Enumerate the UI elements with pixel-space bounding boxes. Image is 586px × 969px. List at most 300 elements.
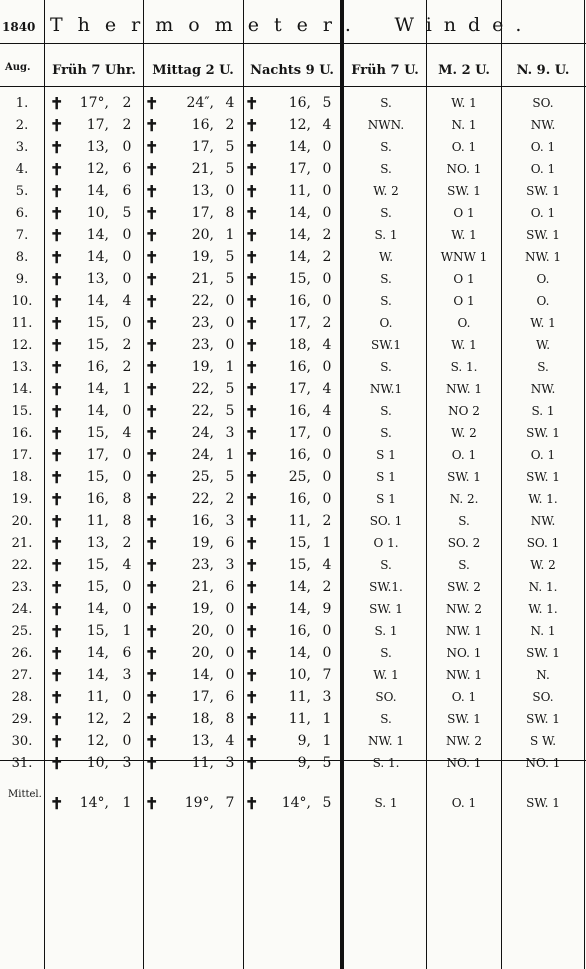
- plus-icon: ✝: [50, 116, 64, 135]
- plus-icon: ✝: [245, 292, 259, 311]
- table-row: [0, 708, 586, 731]
- morning-temp-tenth: 1: [122, 381, 132, 397]
- morning-wind: S.: [380, 404, 392, 418]
- noon-temp-tenth: 0: [225, 293, 235, 309]
- night-temp-whole: 17,: [288, 381, 311, 397]
- noon-wind: NW. 2: [446, 734, 482, 748]
- table-row: [0, 554, 586, 577]
- night-temp-tenth: 2: [322, 579, 332, 595]
- table-row: [0, 620, 586, 643]
- plus-icon: ✝: [245, 402, 259, 421]
- morning-temp-whole: 13,: [86, 139, 109, 155]
- noon-temp-tenth: 0: [225, 623, 235, 639]
- night-temp-whole: 16,: [288, 293, 311, 309]
- night-wind: SW. 1: [526, 646, 560, 660]
- night-temp-tenth: 4: [322, 337, 332, 353]
- night-temp-tenth: 0: [322, 139, 332, 155]
- day-number: 23.: [11, 580, 33, 595]
- noon-wind: N. 1: [451, 118, 477, 132]
- morning-temp-tenth: 0: [122, 601, 132, 617]
- table-row: [0, 356, 586, 379]
- plus-icon: ✝: [50, 688, 64, 707]
- night-wind: O.: [536, 294, 550, 308]
- header-rule-bottom: [0, 86, 586, 87]
- morning-wind: S.: [380, 712, 392, 726]
- plus-icon: ✝: [145, 226, 159, 245]
- plus-icon: ✝: [245, 116, 259, 135]
- night-wind: SW. 1: [526, 470, 560, 484]
- table-row: [0, 730, 586, 753]
- morning-wind: S. 1.: [372, 756, 400, 770]
- night-temp-tenth: 0: [322, 161, 332, 177]
- noon-temp-whole: 20,: [191, 227, 214, 243]
- noon-wind: NW. 1: [446, 668, 482, 682]
- night-temp-tenth: 0: [322, 205, 332, 221]
- morning-temp-whole: 17,: [86, 447, 109, 463]
- morning-temp-whole: 12,: [86, 733, 109, 749]
- plus-icon: ✝: [245, 138, 259, 157]
- table-row: [0, 532, 586, 555]
- plus-icon: ✝: [145, 754, 159, 773]
- plus-icon: ✝: [50, 490, 64, 509]
- plus-icon: ✝: [145, 468, 159, 487]
- morning-wind: O 1.: [373, 536, 399, 550]
- plus-icon: ✝: [145, 248, 159, 267]
- plus-icon: ✝: [145, 160, 159, 179]
- table-row: [0, 114, 586, 137]
- noon-temp-tenth: 5: [225, 139, 235, 155]
- night-temp-tenth: 0: [322, 623, 332, 639]
- table-row: [0, 510, 586, 533]
- noon-wind: SW. 1: [447, 712, 481, 726]
- morning-temp-whole: 16,: [86, 359, 109, 375]
- day-number: 25.: [11, 624, 33, 639]
- day-number: 10.: [11, 294, 33, 309]
- noon-wind: SW. 2: [447, 580, 481, 594]
- night-temp-whole: 14,: [288, 139, 311, 155]
- noon-temp-tenth: 4: [225, 733, 235, 749]
- plus-icon: ✝: [145, 116, 159, 135]
- morning-temp-whole: 15,: [86, 425, 109, 441]
- morning-temp-tenth: 2: [122, 337, 132, 353]
- morning-wind: S.: [380, 140, 392, 154]
- plus-icon: ✝: [145, 204, 159, 223]
- plus-icon: ✝: [245, 160, 259, 179]
- plus-icon: ✝: [245, 226, 259, 245]
- night-wind: SW. 1: [526, 712, 560, 726]
- header-rule-top: [0, 43, 586, 44]
- night-temp-whole: 16,: [288, 447, 311, 463]
- noon-wind: NW. 2: [446, 602, 482, 616]
- noon-temp-tenth: 3: [225, 425, 235, 441]
- morning-temp-whole: 17,: [86, 117, 109, 133]
- plus-icon: ✝: [145, 622, 159, 641]
- night-temp-whole: 11,: [288, 513, 311, 529]
- day-number: 20.: [11, 514, 33, 529]
- night-temp-whole: 10,: [288, 667, 311, 683]
- morning-wind: S 1: [376, 492, 396, 506]
- morning-temp-whole: 11,: [86, 689, 109, 705]
- plus-icon: ✝: [245, 556, 259, 575]
- night-temp-tenth: 4: [322, 381, 332, 397]
- noon-wind: SW. 1: [447, 184, 481, 198]
- plus-icon: ✝: [145, 402, 159, 421]
- plus-icon: ✝: [245, 600, 259, 619]
- night-wind: O.: [536, 272, 550, 286]
- noon-wind: O 1: [453, 294, 475, 308]
- noon-temp-whole: 16,: [191, 513, 214, 529]
- morning-temp-whole: 12,: [86, 711, 109, 727]
- night-wind: N. 1: [530, 624, 556, 638]
- morning-temp-tenth: 0: [122, 227, 132, 243]
- noon-temp-tenth: 8: [225, 711, 235, 727]
- morning-temp-tenth: 0: [122, 315, 132, 331]
- day-number: 15.: [11, 404, 33, 419]
- year-label: 1840: [2, 20, 36, 34]
- night-wind: O. 1: [530, 162, 556, 176]
- morning-wind: S 1: [376, 470, 396, 484]
- plus-icon: ✝: [145, 688, 159, 707]
- night-temp-tenth: 9: [322, 601, 332, 617]
- noon-temp-tenth: 0: [225, 315, 235, 331]
- mean-noon-wind: O. 1: [451, 796, 477, 810]
- noon-wind: S.: [458, 558, 470, 572]
- morning-temp-tenth: 2: [122, 359, 132, 375]
- noon-temp-tenth: 5: [225, 249, 235, 265]
- morning-temp-tenth: 0: [122, 469, 132, 485]
- noon-temp-tenth: 0: [225, 337, 235, 353]
- night-temp-whole: 14,: [288, 579, 311, 595]
- plus-icon: ✝: [245, 578, 259, 597]
- night-temp-whole: 14,: [288, 645, 311, 661]
- noon-temp-whole: 21,: [191, 271, 214, 287]
- night-temp-tenth: 5: [322, 95, 332, 111]
- noon-wind: NW. 1: [446, 624, 482, 638]
- morning-temp-tenth: 2: [122, 117, 132, 133]
- mean-night-wind: SW. 1: [526, 796, 560, 810]
- header-night-wind: N. 9. U.: [516, 63, 570, 78]
- plus-icon: ✝: [145, 578, 159, 597]
- noon-wind: O 1: [453, 272, 475, 286]
- noon-wind: O.: [457, 316, 471, 330]
- night-temp-whole: 9,: [297, 733, 311, 749]
- plus-icon: ✝: [245, 270, 259, 289]
- night-wind: W. 1: [530, 316, 556, 330]
- plus-icon: ✝: [145, 732, 159, 751]
- table-row: [0, 642, 586, 665]
- morning-temp-tenth: 4: [122, 557, 132, 573]
- morning-temp-tenth: 8: [122, 491, 132, 507]
- night-temp-whole: 16,: [288, 491, 311, 507]
- day-number: 4.: [15, 162, 29, 177]
- table-row: [0, 686, 586, 709]
- plus-icon: ✝: [50, 710, 64, 729]
- noon-temp-tenth: 5: [225, 381, 235, 397]
- night-temp-tenth: 2: [322, 315, 332, 331]
- plus-icon: ✝: [245, 446, 259, 465]
- noon-wind: NO. 1: [446, 162, 482, 176]
- night-wind: SW. 1: [526, 184, 560, 198]
- night-temp-whole: 14,: [288, 601, 311, 617]
- night-temp-whole: 16,: [288, 403, 311, 419]
- header-morning-wind: Früh 7 U.: [351, 63, 419, 78]
- noon-temp-whole: 21,: [191, 579, 214, 595]
- noon-wind: NW. 1: [446, 382, 482, 396]
- plus-icon: ✝: [50, 666, 64, 685]
- night-temp-tenth: 4: [322, 117, 332, 133]
- night-wind: O. 1: [530, 140, 556, 154]
- table-row: [0, 400, 586, 423]
- night-wind: SW. 1: [526, 228, 560, 242]
- night-temp-tenth: 0: [322, 469, 332, 485]
- plus-icon: ✝: [245, 314, 259, 333]
- night-temp-whole: 11,: [288, 183, 311, 199]
- morning-temp-whole: 15,: [86, 337, 109, 353]
- plus-icon: ✝: [245, 94, 259, 113]
- noon-temp-tenth: 1: [225, 359, 235, 375]
- plus-icon: ✝: [50, 600, 64, 619]
- morning-temp-tenth: 0: [122, 403, 132, 419]
- night-wind: S.: [537, 360, 549, 374]
- morning-wind: S.: [380, 646, 392, 660]
- plus-icon: ✝: [245, 732, 259, 751]
- noon-temp-whole: 24,: [191, 447, 214, 463]
- noon-temp-tenth: 2: [225, 491, 235, 507]
- day-number: 7.: [15, 228, 29, 243]
- morning-wind: O.: [379, 316, 393, 330]
- plus-icon: ✝: [245, 490, 259, 509]
- plus-icon: ✝: [245, 204, 259, 223]
- plus-icon: ✝: [245, 248, 259, 267]
- noon-wind: W. 1: [451, 338, 477, 352]
- noon-temp-whole: 19,: [191, 249, 214, 265]
- night-wind: NW.: [530, 118, 556, 132]
- night-temp-whole: 15,: [288, 271, 311, 287]
- noon-wind: N. 2.: [449, 492, 479, 506]
- night-temp-whole: 14,: [288, 227, 311, 243]
- night-wind: W.: [535, 338, 551, 352]
- morning-wind: W.: [378, 250, 394, 264]
- morning-temp-tenth: 6: [122, 161, 132, 177]
- plus-icon: ✝: [245, 336, 259, 355]
- morning-wind: S.: [380, 360, 392, 374]
- noon-temp-whole: 23,: [191, 557, 214, 573]
- night-temp-tenth: 0: [322, 425, 332, 441]
- morning-temp-whole: 17°,: [79, 95, 109, 111]
- night-temp-tenth: 0: [322, 491, 332, 507]
- night-temp-whole: 17,: [288, 161, 311, 177]
- plus-icon: ✝: [245, 754, 259, 773]
- plus-icon: ✝: [50, 402, 64, 421]
- morning-temp-whole: 15,: [86, 557, 109, 573]
- mean-morning-temp-whole: 14°,: [79, 795, 109, 811]
- day-number: 30.: [11, 734, 33, 749]
- night-wind: SO.: [532, 96, 554, 110]
- night-wind: SW. 1: [526, 426, 560, 440]
- noon-temp-tenth: 0: [225, 601, 235, 617]
- day-number: 31.: [11, 756, 33, 771]
- day-number: 3.: [15, 140, 29, 155]
- noon-temp-whole: 25,: [191, 469, 214, 485]
- table-row: [0, 92, 586, 115]
- noon-temp-whole: 20,: [191, 645, 214, 661]
- plus-icon: ✝: [145, 380, 159, 399]
- morning-temp-whole: 14,: [86, 183, 109, 199]
- night-temp-tenth: 7: [322, 667, 332, 683]
- night-temp-tenth: 0: [322, 645, 332, 661]
- noon-wind: O 1: [453, 206, 475, 220]
- morning-temp-tenth: 5: [122, 205, 132, 221]
- noon-temp-whole: 23,: [191, 315, 214, 331]
- night-wind: S W.: [529, 734, 557, 748]
- night-temp-tenth: 0: [322, 447, 332, 463]
- noon-wind: WNW 1: [440, 250, 488, 264]
- plus-icon: ✝: [245, 358, 259, 377]
- morning-temp-tenth: 0: [122, 271, 132, 287]
- plus-icon: ✝: [145, 512, 159, 531]
- night-temp-tenth: 1: [322, 711, 332, 727]
- night-wind: NW.: [530, 382, 556, 396]
- morning-wind: S.: [380, 294, 392, 308]
- plus-icon: ✝: [245, 182, 259, 201]
- table-row: [0, 378, 586, 401]
- noon-wind: O. 1: [451, 448, 477, 462]
- plus-icon: ✝: [50, 138, 64, 157]
- day-number: 27.: [11, 668, 33, 683]
- night-wind: O. 1: [530, 206, 556, 220]
- thermometer-title: Thermometer.: [50, 14, 366, 36]
- day-number: 2.: [15, 118, 29, 133]
- noon-wind: S. 1.: [450, 360, 478, 374]
- plus-icon: ✝: [50, 578, 64, 597]
- night-temp-tenth: 5: [322, 755, 332, 771]
- plus-icon: ✝: [145, 644, 159, 663]
- noon-temp-whole: 22,: [191, 293, 214, 309]
- header-morning-temp: Früh 7 Uhr.: [52, 63, 136, 78]
- morning-temp-whole: 14,: [86, 645, 109, 661]
- day-number: 16.: [11, 426, 33, 441]
- night-temp-whole: 9,: [297, 755, 311, 771]
- day-number: 29.: [11, 712, 33, 727]
- plus-icon: ✝: [50, 424, 64, 443]
- plus-icon: ✝: [145, 182, 159, 201]
- day-number: 14.: [11, 382, 33, 397]
- plus-icon: ✝: [145, 314, 159, 333]
- mean-noon-temp-whole: 19°,: [184, 795, 214, 811]
- day-number: 24.: [11, 602, 33, 617]
- plus-icon: ✝: [145, 292, 159, 311]
- night-wind: SO.: [532, 690, 554, 704]
- plus-icon: ✝: [245, 534, 259, 553]
- noon-temp-tenth: 3: [225, 513, 235, 529]
- day-number: 26.: [11, 646, 33, 661]
- morning-temp-whole: 13,: [86, 271, 109, 287]
- table-row: [0, 488, 586, 511]
- night-wind: NW.: [530, 514, 556, 528]
- plus-icon: ✝: [50, 754, 64, 773]
- plus-icon: ✝: [245, 424, 259, 443]
- morning-wind: SW.1: [371, 338, 401, 352]
- noon-temp-tenth: 0: [225, 183, 235, 199]
- plus-icon: ✝: [50, 160, 64, 179]
- morning-temp-whole: 15,: [86, 579, 109, 595]
- table-row: [0, 598, 586, 621]
- table-row: [0, 224, 586, 247]
- noon-temp-whole: 17,: [191, 689, 214, 705]
- plus-icon: ✝: [245, 794, 259, 813]
- mean-night-temp-whole: 14°,: [281, 795, 311, 811]
- morning-temp-tenth: 2: [122, 711, 132, 727]
- noon-temp-whole: 11,: [191, 755, 214, 771]
- plus-icon: ✝: [145, 490, 159, 509]
- morning-wind: S.: [380, 426, 392, 440]
- day-number: 13.: [11, 360, 33, 375]
- noon-temp-tenth: 6: [225, 535, 235, 551]
- day-number: 5.: [15, 184, 29, 199]
- plus-icon: ✝: [145, 358, 159, 377]
- noon-temp-whole: 17,: [191, 139, 214, 155]
- plus-icon: ✝: [145, 534, 159, 553]
- mean-noon-temp-tenth: 7: [225, 795, 235, 811]
- plus-icon: ✝: [50, 644, 64, 663]
- plus-icon: ✝: [145, 710, 159, 729]
- night-temp-tenth: 1: [322, 535, 332, 551]
- night-temp-whole: 16,: [288, 95, 311, 111]
- night-wind: W. 2: [530, 558, 556, 572]
- night-temp-tenth: 0: [322, 271, 332, 287]
- noon-wind: S.: [458, 514, 470, 528]
- header-noon-temp: Mittag 2 U.: [152, 63, 234, 78]
- plus-icon: ✝: [50, 468, 64, 487]
- night-temp-whole: 11,: [288, 711, 311, 727]
- night-temp-whole: 14,: [288, 205, 311, 221]
- morning-wind: SO. 1: [369, 514, 403, 528]
- noon-wind: SO. 2: [447, 536, 481, 550]
- plus-icon: ✝: [50, 248, 64, 267]
- morning-wind: SW.1.: [369, 580, 403, 594]
- plus-icon: ✝: [145, 138, 159, 157]
- day-number: 18.: [11, 470, 33, 485]
- noon-temp-whole: 22,: [191, 381, 214, 397]
- plus-icon: ✝: [145, 446, 159, 465]
- morning-wind: SO.: [375, 690, 397, 704]
- morning-wind: W. 1: [373, 668, 399, 682]
- noon-temp-tenth: 2: [225, 117, 235, 133]
- noon-temp-tenth: 3: [225, 557, 235, 573]
- mean-morning-wind: S. 1: [374, 796, 398, 810]
- noon-temp-tenth: 5: [225, 469, 235, 485]
- table-row: [0, 268, 586, 291]
- plus-icon: ✝: [50, 182, 64, 201]
- morning-temp-tenth: 0: [122, 139, 132, 155]
- table-row: [0, 180, 586, 203]
- night-temp-whole: 15,: [288, 535, 311, 551]
- morning-wind: NW.1: [369, 382, 403, 396]
- night-temp-tenth: 4: [322, 557, 332, 573]
- plus-icon: ✝: [50, 446, 64, 465]
- day-number: 11.: [11, 316, 33, 331]
- night-temp-tenth: 0: [322, 293, 332, 309]
- noon-temp-tenth: 1: [225, 227, 235, 243]
- morning-temp-whole: 12,: [86, 161, 109, 177]
- day-number: 19.: [11, 492, 33, 507]
- morning-temp-whole: 11,: [86, 513, 109, 529]
- noon-temp-tenth: 5: [225, 271, 235, 287]
- plus-icon: ✝: [50, 336, 64, 355]
- plus-icon: ✝: [145, 94, 159, 113]
- mittel-label: Mittel.: [8, 789, 42, 800]
- table-row: [0, 290, 586, 313]
